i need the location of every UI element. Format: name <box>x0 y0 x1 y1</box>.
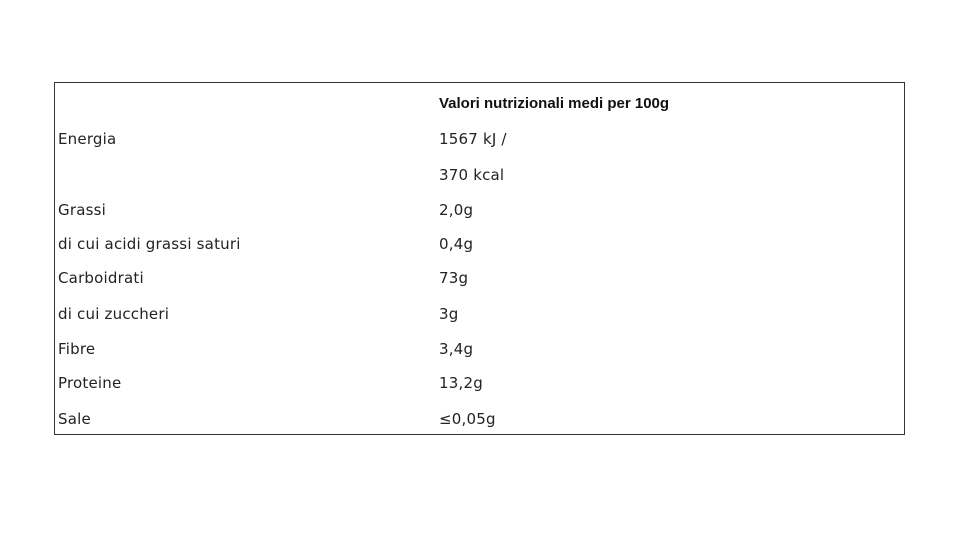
nutrient-value: 3,4g <box>439 340 474 358</box>
table-row <box>55 122 904 156</box>
nutrient-label: Energia <box>58 130 117 148</box>
nutrient-value: 0,4g <box>439 235 474 253</box>
table-row <box>55 332 904 366</box>
table-row <box>55 297 904 331</box>
nutrient-value: ≤0,05g <box>439 410 496 428</box>
nutrient-label: Carboidrati <box>58 269 144 287</box>
nutrient-label: Grassi <box>58 201 106 219</box>
table-row <box>55 193 904 227</box>
nutrient-value: 73g <box>439 269 469 287</box>
nutrient-label: Proteine <box>58 374 122 392</box>
nutrient-value: 1567 kJ / <box>439 130 507 148</box>
nutrient-label: di cui acidi grassi saturi <box>58 235 241 253</box>
nutrient-label: di cui zuccheri <box>58 305 170 323</box>
table-header-row <box>55 87 904 121</box>
table-row <box>55 158 904 192</box>
nutrient-value: 370 kcal <box>439 166 505 184</box>
nutrition-table <box>54 82 905 435</box>
nutrient-value: 3g <box>439 305 459 323</box>
table-row <box>55 227 904 261</box>
nutrient-value: 13,2g <box>439 374 483 392</box>
table-row <box>55 261 904 295</box>
table-row <box>55 402 904 436</box>
nutrient-label: Sale <box>58 410 91 428</box>
table-header: Valori nutrizionali medi per 100g <box>439 95 670 112</box>
table-row <box>55 366 904 400</box>
nutrient-value: 2,0g <box>439 201 474 219</box>
nutrient-label: Fibre <box>58 340 96 358</box>
